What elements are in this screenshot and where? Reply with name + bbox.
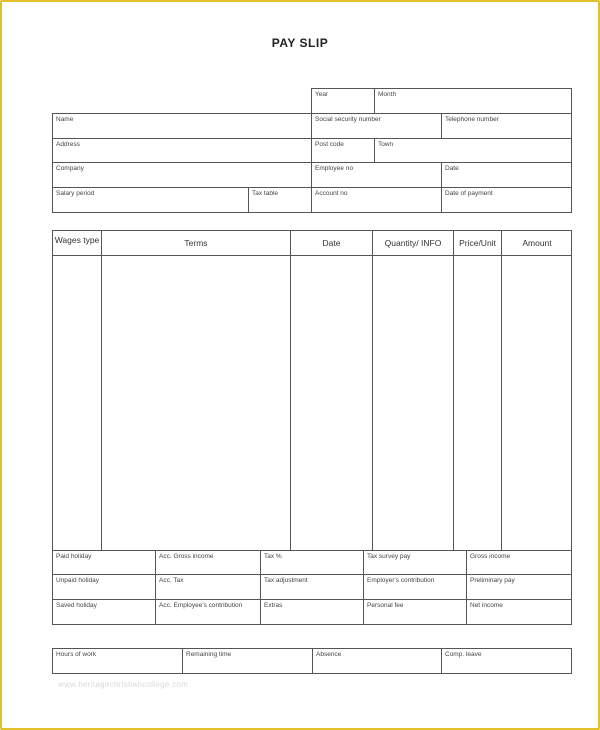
- acc-employees-contribution-label: Acc. Employee's contribution: [159, 602, 243, 609]
- column-header-amount: Amount: [522, 238, 552, 248]
- remaining-time-label: Remaining time: [186, 651, 232, 658]
- telephone-number-label: Telephone number: [445, 116, 499, 123]
- telephone-number-field[interactable]: [441, 113, 572, 139]
- salary-period-label: Salary period: [56, 190, 95, 197]
- address-label: Address: [56, 141, 80, 148]
- social-security-number-field[interactable]: [311, 113, 442, 139]
- tax-adjustment-label: Tax adjustment: [264, 577, 308, 584]
- company-field[interactable]: [52, 162, 312, 188]
- column-header-terms: Terms: [184, 238, 208, 248]
- column-header-quantity-info: Quantity/ INFO: [384, 238, 442, 248]
- name-field[interactable]: [52, 113, 312, 139]
- date-of-payment-label: Date of payment: [445, 190, 493, 197]
- watermark-text: www.heritagechristiancollege.com: [58, 680, 189, 689]
- personal-fee-label: Personal fee: [367, 602, 404, 609]
- employers-contribution-field[interactable]: [363, 574, 467, 600]
- preliminary-pay-label: Preliminary pay: [470, 577, 515, 584]
- tax-percent-label: Tax %: [264, 553, 282, 560]
- town-label: Town: [378, 141, 394, 148]
- name-label: Name: [56, 116, 74, 123]
- year-field[interactable]: [311, 88, 375, 114]
- social-security-number-label: Social security number: [315, 116, 381, 123]
- hours-of-work-field[interactable]: [52, 648, 183, 674]
- document-title: PAY SLIP: [271, 36, 329, 50]
- column-header-wages-type: Wages type: [54, 235, 100, 245]
- remaining-time-field[interactable]: [182, 648, 313, 674]
- date-field[interactable]: [441, 162, 572, 188]
- employee-no-field[interactable]: [311, 162, 442, 188]
- column-divider: [501, 230, 502, 551]
- tax-survey-pay-label: Tax survey pay: [367, 553, 411, 560]
- net-income-label: Net income: [470, 602, 503, 609]
- date-of-payment-field[interactable]: [441, 187, 572, 213]
- comp-leave-field[interactable]: [441, 648, 572, 674]
- items-header-divider: [52, 255, 572, 256]
- company-label: Company: [56, 165, 84, 172]
- address-field[interactable]: [52, 138, 312, 163]
- tax-percent-field[interactable]: [260, 550, 364, 575]
- hours-of-work-label: Hours of work: [56, 651, 97, 658]
- town-field[interactable]: [374, 138, 572, 163]
- paid-holiday-label: Paid holiday: [56, 553, 92, 560]
- post-code-label: Post code: [315, 141, 344, 148]
- tax-table-label: Tax table: [252, 190, 279, 197]
- year-label: Year: [315, 91, 329, 98]
- preliminary-pay-field[interactable]: [466, 574, 572, 600]
- extras-field[interactable]: [260, 599, 364, 625]
- gross-income-field[interactable]: [466, 550, 572, 575]
- salary-period-field[interactable]: [52, 187, 249, 213]
- acc-tax-label: Acc. Tax: [159, 577, 184, 584]
- month-label: Month: [378, 91, 397, 98]
- employers-contribution-label: Employer's contribution: [367, 577, 435, 584]
- column-header-date: Date: [322, 238, 341, 248]
- tax-table-field[interactable]: [248, 187, 312, 213]
- net-income-field[interactable]: [466, 599, 572, 625]
- unpaid-holiday-field[interactable]: [52, 574, 156, 600]
- unpaid-holiday-label: Unpaid holiday: [56, 577, 100, 584]
- gross-income-label: Gross income: [470, 553, 511, 560]
- tax-survey-pay-field[interactable]: [363, 550, 467, 575]
- extras-label: Extras: [264, 602, 283, 609]
- employee-no-label: Employee no: [315, 165, 353, 172]
- column-divider: [290, 230, 291, 551]
- acc-gross-income-label: Acc. Gross income: [159, 553, 214, 560]
- paid-holiday-field[interactable]: [52, 550, 156, 575]
- column-divider: [453, 230, 454, 551]
- tax-adjustment-field[interactable]: [260, 574, 364, 600]
- column-divider: [372, 230, 373, 551]
- absence-field[interactable]: [312, 648, 442, 674]
- column-divider: [101, 230, 102, 551]
- date-label: Date: [445, 165, 459, 172]
- account-no-field[interactable]: [311, 187, 442, 213]
- month-field[interactable]: [374, 88, 572, 114]
- acc-gross-income-field[interactable]: [155, 550, 261, 575]
- account-no-label: Account no: [315, 190, 348, 197]
- acc-tax-field[interactable]: [155, 574, 261, 600]
- absence-label: Absence: [316, 651, 342, 658]
- post-code-field[interactable]: [311, 138, 375, 163]
- column-header-price-unit: Price/Unit: [459, 238, 496, 248]
- items-table-border: [52, 230, 572, 551]
- acc-employees-contribution-field[interactable]: [155, 599, 261, 625]
- personal-fee-field[interactable]: [363, 599, 467, 625]
- comp-leave-label: Comp. leave: [445, 651, 482, 658]
- saved-holiday-field[interactable]: [52, 599, 156, 625]
- saved-holiday-label: Saved holiday: [56, 602, 97, 609]
